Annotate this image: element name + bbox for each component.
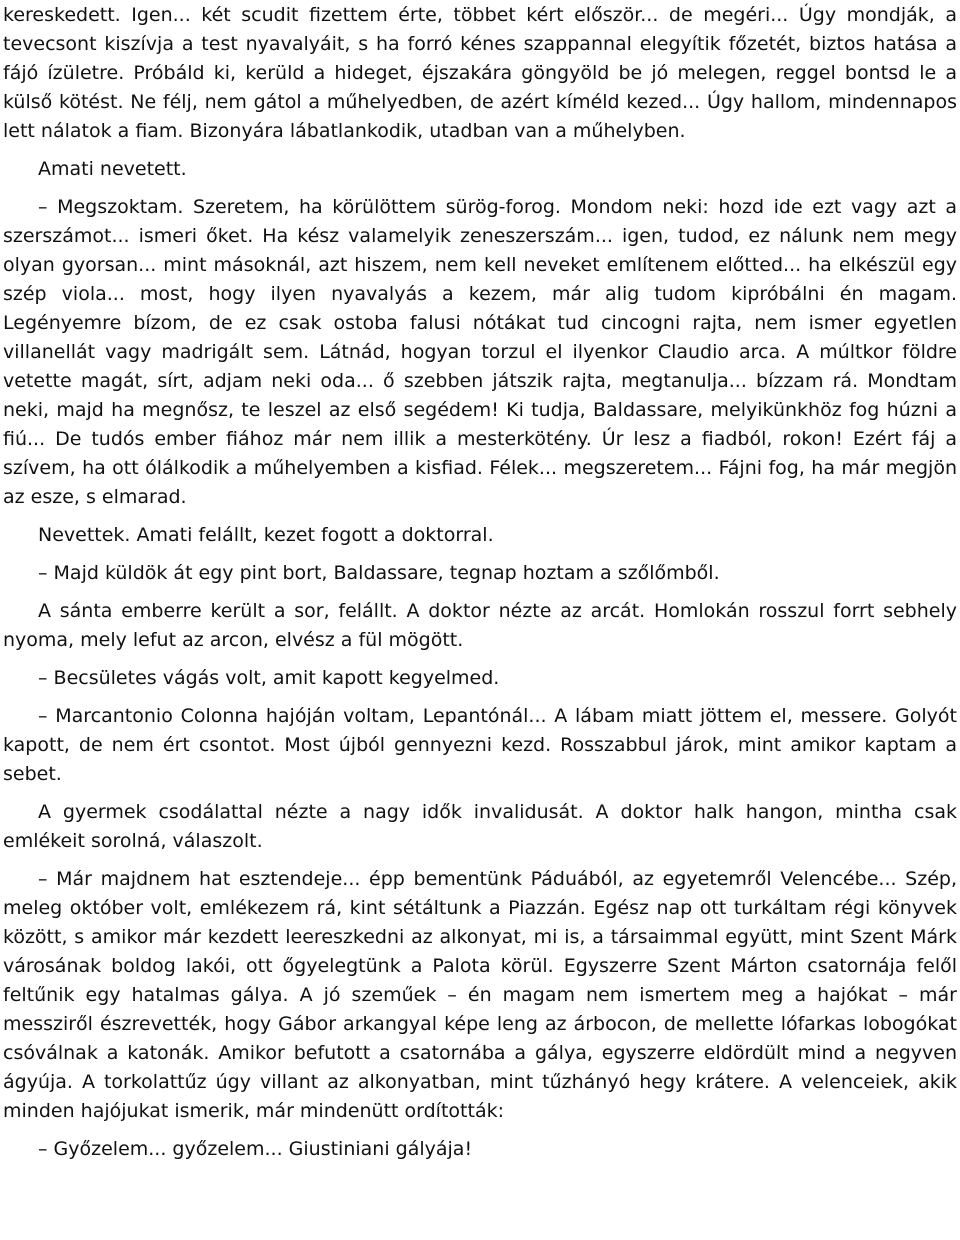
paragraph-7: – Becsületes vágás volt, amit kapott kegyelmed. — [38, 667, 500, 689]
paragraph-10: – Már majdnem hat esztendeje... épp bementünk Páduából, az egyetemről Velencébe... Szép, meleg október volt, emlékezem rá, kint sétáltunk a Piazzán. Egész nap ott turkáltam régi könyvek között, s amikor már kezdett leereszkedni az alkonyat, mi is, a társaimmal együtt, mint Szent Márk városának boldog lakói, ott őgyelegtünk a Palota körül. Egyszerre Szent Márton csatornája felől feltűnik egy hatalmas gálya. A jó szeműek – én magam nem ismertem meg a hajókat – már messziről észrevették, hogy Gábor arkangyal képe leng az árbocon, de mellette lófarkas lobogókat csóválnak a katonák. Amikor befutott a csatornába a gálya, egyszerre eldördült mind a negyven ágyúja. A torkolattűz úgy villant az alkonyatban, mint tűzhányó hegy krátere. A velenceiek, akik minden hajójukat ismerik, már mindenütt ordították: — [3, 868, 957, 1122]
paragraph-2: Amati nevetett. — [38, 158, 187, 180]
paragraph-4: Nevettek. Amati felállt, kezet fogott a doktorral. — [38, 524, 494, 546]
paragraph-5: – Majd küldök át egy pint bort, Baldassare, tegnap hoztam a szőlőmből. — [38, 562, 720, 584]
paragraph-8: – Marcantonio Colonna hajóján voltam, Lepantónál... A lábam miatt jöttem el, messere. Golyót kapott, de nem ért csontot. Most újból gennyezni kezd. Rosszabbul járok, mint amikor kaptam a sebet. — [3, 705, 957, 785]
paragraph-3: – Megszoktam. Szeretem, ha körülöttem sürög-forog. Mondom neki: hozd ide ezt vagy azt a szerszámot... ismeri őket. Ha kész valamelyik zeneszerszám... igen, tudod, ez nálunk nem megy olyan gyorsan... mint másoknál, azt hiszem, nem kell neveket említenem előtted... ha elkészül egy szép viola... most, hogy ilyen nyavalyás a kezem, már alig tudom kipróbálni én magam. Legényemre bízom, de ez csak ostoba falusi nótákat tud cincogni rajta, nem ismer egyetlen villanellát vagy madrigált sem. Látnád, hogyan torzul el ilyenkor Claudio arca. A múltkor földre vetette magát, sírt, adjam neki oda... ő szebben játszik rajta, megtanulja... bízzam rá. Mondtam neki, majd ha megnősz, te leszel az első segédem! Ki tudja, Baldassare, melyikünkhöz fog húzni a fiú... De tudós ember fiához már nem illik a mesterkötény. Úr lesz a fiadból, rokon! Ezért fáj a szívem, ha ott ólálkodik a műhelyemben a kisfiad. Félek... megszeretem... Fájni fog, ha már megjön az esze, s elmarad. — [3, 196, 957, 508]
paragraph-11: – Győzelem... győzelem... Giustiniani gályája! — [38, 1138, 473, 1160]
document-page — [3, 1, 957, 1173]
paragraph-1: kereskedett. Igen... két scudit fizettem érte, többet kért először... de megéri... Úgy mondják, a tevecsont kiszívja a test nyavalyáit, s ha forró kénes szappannal elegyítik főzetét, biztos hatása a fájó ízületre. Próbáld ki, kerüld a hideget, éjszakára göngyöld be jó melegen, reggel bontsd le a külső kötést. Ne félj, nem gátol a műhelyedben, de azért kíméld kezed... Úgy hallom, mindennapos lett nálatok a fiam. Bizonyára lábatlankodik, utadban van a műhelyben. — [3, 4, 957, 142]
paragraph-6: A sánta emberre került a sor, felállt. A doktor nézte az arcát. Homlokán rosszul forrt sebhely nyoma, mely lefut az arcon, elvész a fül mögött. — [3, 600, 957, 651]
paragraph-9: A gyermek csodálattal nézte a nagy idők invalidusát. A doktor halk hangon, mintha csak emlékeit sorolná, válaszolt. — [3, 801, 957, 852]
